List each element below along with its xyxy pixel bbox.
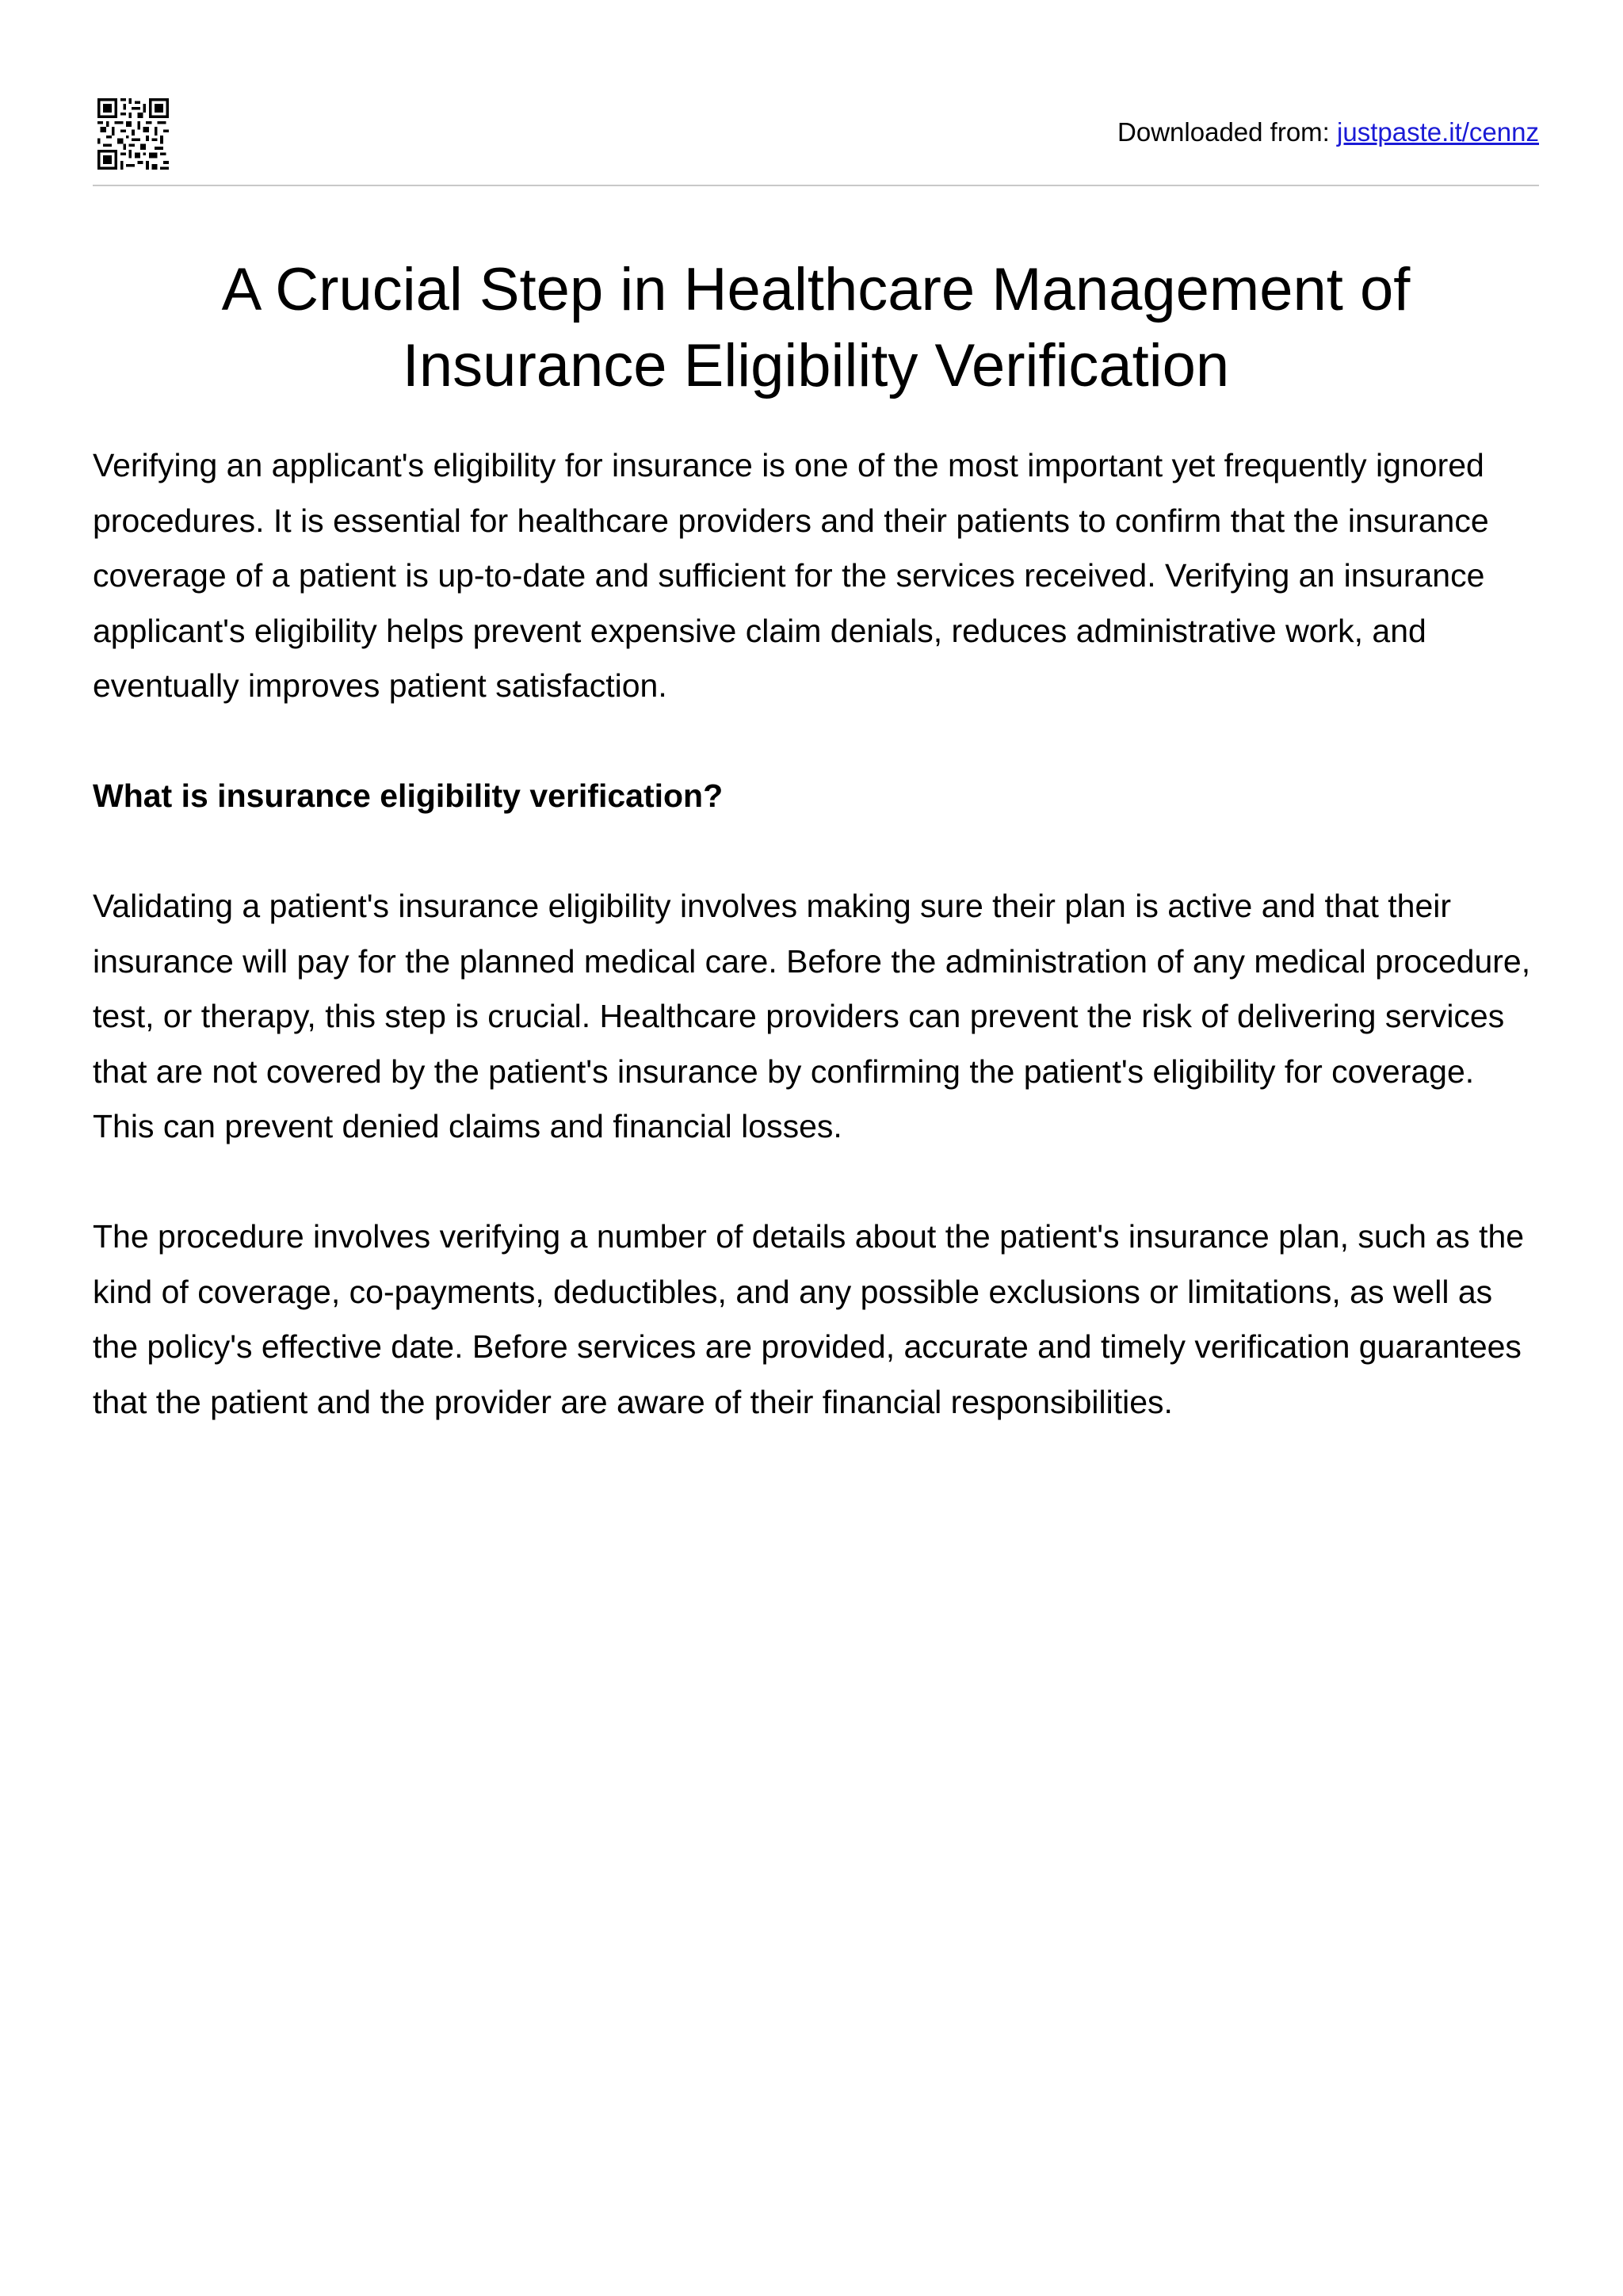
qr-code-icon (97, 98, 169, 170)
body-paragraph: The procedure involves verifying a number of details about the patient's insurance plan, such as the kind of coverage, co-payments, deductibles, and any possible exclusions or limitations, as well as the policy's effective date. Before services are provided, accurate and timely verification guarantees that the patient and the provider are aware of their financial responsibilities. (93, 1218, 1525, 1420)
paragraph-spacer (93, 714, 1543, 770)
page-header (93, 93, 1539, 172)
article-body (93, 438, 1543, 1430)
header-divider (93, 185, 1539, 186)
download-source (1117, 117, 1539, 148)
paragraph-spacer (93, 824, 1543, 880)
source-link[interactable]: justpaste.it/cennz (1337, 117, 1539, 147)
intro-paragraph: Verifying an applicant's eligibility for insurance is one of the most important yet frequently ignored procedures. It is essential for healthcare providers and their patients to confirm that the insurance coverage of a patient is up-to-date and sufficient for the services received. Verifying an insurance applicant's eligibility helps prevent expensive claim denials, reduces administrative work, and eventually improves patient satisfaction. (93, 447, 1489, 704)
paragraph-spacer (93, 1155, 1543, 1210)
page-title: A Crucial Step in Healthcare Management of Insurance Eligibility Verification (221, 256, 1411, 399)
body-paragraph: Validating a patient's insurance eligibility involves making sure their plan is active and that their insurance will pay for the planned medical care. Before the administration of any medical procedure, test, or therapy, this step is crucial. Healthcare providers can prevent the risk of delivering services that are not covered by the patient's insurance by confirming the patient's eligibility for coverage. This can prevent denied claims and financial losses. (93, 888, 1531, 1144)
section-heading: What is insurance eligibility verification? (93, 777, 724, 814)
downloaded-from-label: Downloaded from: (1117, 117, 1330, 147)
